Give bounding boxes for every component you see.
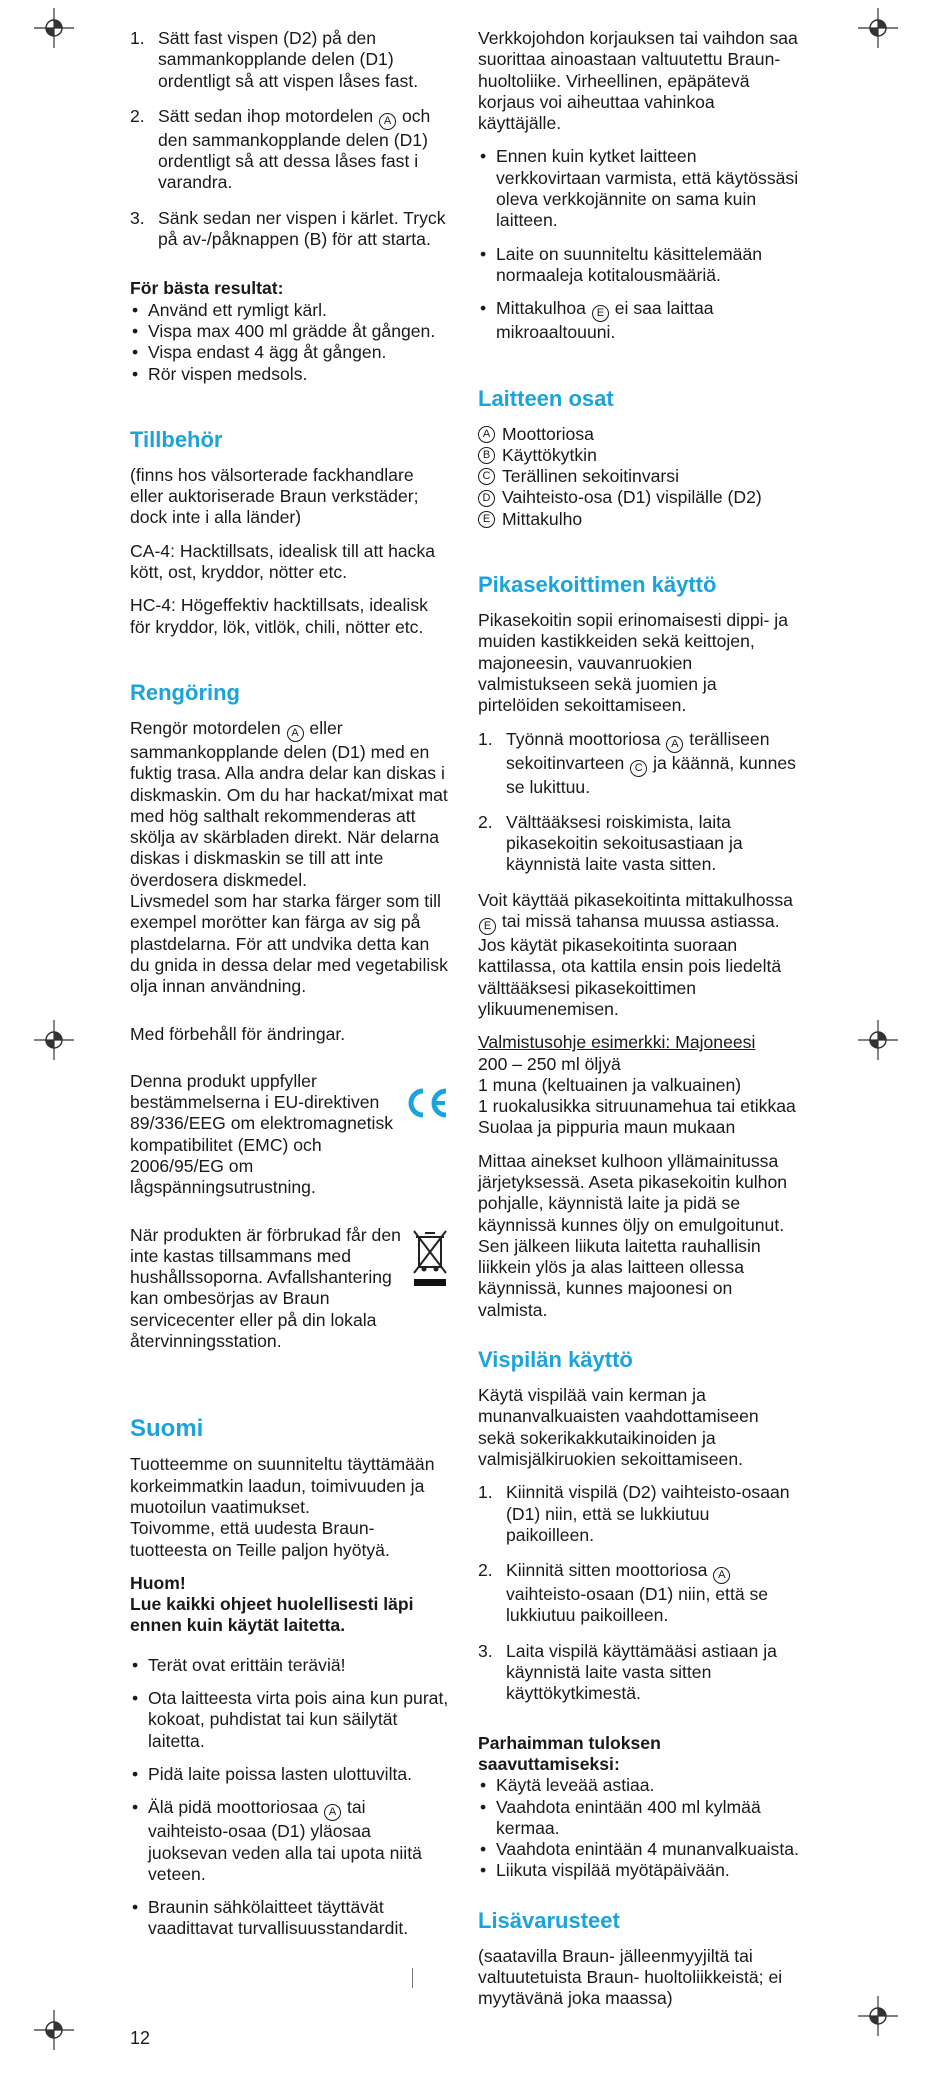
- part-letter-badge: C: [630, 760, 647, 777]
- part-item: A Moottoriosa: [478, 424, 800, 445]
- part-letter-badge: E: [478, 511, 495, 528]
- list-item: • Käytä leveää astiaa.: [478, 1775, 800, 1796]
- ce-mark-icon: [402, 1083, 450, 1123]
- list-item: • Rör vispen medsols.: [130, 364, 450, 385]
- ingredient-line: 1 ruokalusikka sitruunamehua tai etikkaa: [478, 1096, 796, 1117]
- list-item: • Vaahdota enintään 4 munanvalkuaista.: [478, 1839, 800, 1860]
- crop-mark-bottom-right: [858, 1996, 898, 2036]
- parts-list: [478, 424, 800, 530]
- safety-list: [130, 1655, 450, 1940]
- section-heading-cleaning: Rengöring: [130, 679, 240, 705]
- part-item: B Käyttökytkin: [478, 445, 800, 466]
- step-number: 1.: [478, 1482, 493, 1503]
- section-heading-parts: Laitteen osat: [478, 385, 614, 411]
- ingredient-line: Suolaa ja pippuria maun mukaan: [478, 1117, 736, 1138]
- repair-paragraph: Verkkojohdon korjauksen tai vaihdon saa suorittaa ainoastaan valtuutettu Braun-huoltoliike. Virheellinen, epäpätevä korjaus voi aiheuttaa vahinkoa käyttäjälle.: [478, 28, 798, 134]
- step-text: Sätt fast vispen (D2) på den sammankopplande delen (D1) ordentligt så att vispen låses fast.: [158, 28, 419, 91]
- suomi-intro-2: Toivomme, että uudesta Braun-tuotteesta on Teille paljon hyötyä.: [130, 1518, 390, 1560]
- step-text: Sätt sedan ihop motordelen: [158, 105, 379, 126]
- ingredient-line: 200 – 250 ml öljyä: [478, 1053, 621, 1074]
- list-item: • Pidä laite poissa lasten ulottuvilta.: [130, 1764, 450, 1785]
- step-item: 2. Välttääksesi roiskimista, laita pikasekoitin sekoitusastiaan ja käynnistä laite vasta sitten.: [478, 811, 743, 875]
- crop-mark-bottom-left: [34, 2010, 74, 2050]
- assembly-steps: [130, 28, 450, 250]
- accessory-ca4: CA-4: Hacktillsats, idealisk till att hacka kött, ost, kryddor, nötter etc.: [130, 540, 436, 583]
- list-item: • Vispa max 400 ml grädde åt gången.: [130, 321, 450, 342]
- step-number: 1.: [478, 728, 493, 749]
- step-text: Sänk sedan ner vispen i kärlet. Tryck på av-/påknappen (B) för att starta.: [158, 207, 446, 250]
- accessories-intro: (finns hos välsorterade fackhandlare eller auktoriserade Braun verkstäder; dock inte i alla länder): [130, 464, 419, 528]
- part-letter-badge: A: [379, 113, 396, 130]
- part-letter-badge: B: [478, 447, 495, 464]
- trim-tick: [412, 1968, 413, 1988]
- section-heading-accessories: Tillbehör: [130, 426, 223, 452]
- accessories-intro: (saatavilla Braun- jälleenmyyjiltä tai valtuutetuista Braun- huoltoliikkeistä; ei myytävänä joka maassa): [478, 1945, 783, 2009]
- part-item: C Terällinen sekoitinvarsi: [478, 466, 800, 487]
- reservation-note: Med förbehåll för ändringar.: [130, 1023, 346, 1044]
- crop-mark-top-left: [34, 8, 74, 48]
- list-item: • Vispa endast 4 ägg åt gången.: [130, 342, 450, 363]
- step-number: 3.: [478, 1640, 493, 1661]
- ingredient-line: 1 muna (keltuainen ja valkuainen): [478, 1074, 742, 1095]
- part-item: E Mittakulho: [478, 509, 800, 530]
- step-number: 3.: [130, 207, 145, 228]
- crop-mark-mid-right: [858, 1020, 898, 1060]
- part-letter-badge: C: [478, 468, 495, 485]
- notice-subtitle: Lue kaikki ohjeet huolellisesti läpi ennen kuin käytät laitetta.: [130, 1594, 414, 1636]
- recipe-method: Mittaa ainekset kulhoon yllämainitussa järjetyksessä. Aseta pikasekoitin kulhon pohjalle, käynnistä laite ja pidä se käynnissä kunnes öljy on emulgoitunut. Sen jälkeen liikuta laitetta rauhallisin liikkein ylös ja alas laitteen ollessa käynnissä, kunnes majoonesi on valmista.: [478, 1150, 788, 1320]
- part-letter-badge: D: [478, 490, 495, 507]
- section-heading-blender: Pikasekoittimen käyttö: [478, 572, 717, 598]
- step-item: [130, 106, 450, 194]
- right-column: [478, 28, 800, 2022]
- blender-paragraph: Voit käyttää pikasekoitinta mittakulhossa E tai missä tahansa muussa astiassa. Jos käytät pikasekoitinta suoraan kattilassa, ota kattila ensin pois liedeltä välttääksesi pikasekoittimen ylikuumenemisen.: [478, 889, 793, 1019]
- best-results-list: [130, 300, 450, 385]
- recipe-title: Valmistusohje esimerkki: Majoneesi: [478, 1032, 756, 1053]
- blender-intro: Pikasekoitin sopii erinomaisesti dippi- ja muiden kastikkeiden sekä keittojen, majoneesin, vauvanruokien valmistukseen sekä juomien ja pirtelöiden sekoittamiseen.: [478, 610, 788, 716]
- part-letter-badge: A: [713, 1567, 730, 1584]
- list-item: • Laite on suunniteltu käsittelemään normaaleja kotitalousmääriä.: [478, 244, 800, 287]
- step-item: 3. Laita vispilä käyttämääsi astiaan ja käynnistä laite vasta sitten käyttökytkimestä.: [478, 1640, 777, 1704]
- suomi-intro: Tuotteemme on suunniteltu täyttämään korkeimmatkin laadun, toimivuuden ja muotoilun vaatimukset.: [130, 1454, 435, 1517]
- step-number: 2.: [478, 1560, 493, 1581]
- list-item: • Braunin sähkölaitteet täyttävät vaadittavat turvallisuusstandardit.: [130, 1897, 450, 1940]
- page-number: 12: [130, 2028, 151, 2048]
- step-item: [130, 28, 450, 92]
- list-item: • Ota laitteesta virta pois aina kun purat, kokoat, puhdistat tai kun säilytät laitetta.: [130, 1688, 450, 1752]
- whisk-steps: [478, 1482, 800, 1704]
- section-heading-whisk: Vispilän käyttö: [478, 1347, 633, 1373]
- disposal-text: När produkten är förbrukad får den inte kastas tillsammans med hushållssoporna. Avfallshantering kan ombesörjas av Braun servicecenter eller på din lokala återvinningsstation.: [130, 1224, 401, 1352]
- part-letter-badge: A: [324, 1804, 341, 1821]
- list-item: • Liikuta vispilää myötäpäivään.: [478, 1860, 800, 1881]
- ce-block: [130, 1071, 450, 1211]
- list-item: • Mittakulhoa E ei saa laittaa mikroaaltouuni.: [478, 298, 800, 343]
- recipe-ingredients: [478, 1054, 800, 1139]
- part-letter-badge: E: [592, 305, 609, 322]
- best-results-list: [478, 1775, 800, 1881]
- left-column: [130, 28, 450, 1952]
- step-number: 2.: [130, 105, 145, 126]
- best-results-title: För bästa resultat:: [130, 278, 284, 299]
- step-item: 1. Työnnä moottoriosa A terälliseen sekoitinvarteen C ja käännä, kunnes se lukittuu.: [478, 728, 796, 797]
- cleaning-paragraph-2: Livsmedel som har starka färger som till exempel morötter kan färga av sig på plastdelarna. För att undvika detta kan du gnida in dessa delar med vegetabilisk olja innan användning.: [130, 891, 448, 997]
- step-number: 2.: [478, 811, 493, 832]
- list-item: • Terät ovat erittäin teräviä!: [130, 1655, 450, 1676]
- blender-steps: [478, 729, 800, 876]
- notice-title: Huom!: [130, 1572, 186, 1593]
- safety-list-continued: [478, 146, 800, 343]
- step-text: och den sammankopplande delen (D1) ordentligt så att dessa låses fast i varandra.: [158, 105, 431, 193]
- cleaning-paragraph: Rengör motordelen A eller sammankopplande delen (D1) med en fuktig trasa. Alla andra delar kan diskas i diskmaskin. Om du har hackat/mixat mat med hög salthalt rekommenderas att skölja av skärbladen direkt. När delarna diskas i diskmaskin se till att inte överdosera diskmedel.: [130, 717, 448, 890]
- disposal-block: [130, 1225, 450, 1365]
- list-item: • Vaahdota enintään 400 ml kylmää kermaa.: [478, 1797, 800, 1840]
- crossed-out-bin-icon: [410, 1227, 450, 1289]
- section-heading-suomi: Suomi: [130, 1415, 204, 1443]
- best-results-title: Parhaimman tuloksen saavuttamiseksi:: [478, 1732, 661, 1774]
- part-letter-badge: A: [478, 426, 495, 443]
- step-number: 1.: [130, 28, 145, 48]
- ce-text: Denna produkt uppfyller bestämmelserna i EU-direktiven 89/336/EEG om elektromagnetisk kompatibilitet (EMC) och 2006/95/EG om lågspänningsutrustning.: [130, 1070, 394, 1198]
- section-heading-accessories: Lisävarusteet: [478, 1907, 620, 1933]
- list-item: • Använd ett rymligt kärl.: [130, 300, 450, 321]
- list-item: • Ennen kuin kytket laitteen verkkovirtaan varmista, että käytössäsi oleva verkkojännite on sama kuin laitteen.: [478, 146, 800, 231]
- part-item: D Vaihteisto-osa (D1) vispilälle (D2): [478, 487, 800, 508]
- part-letter-badge: E: [479, 918, 496, 935]
- whisk-intro: Käytä vispilää vain kerman ja munanvalkuaisten vaahdottamiseen sekä sokerikakkutaikinoiden ja valmisjälkiruokien sekoittamiseen.: [478, 1385, 759, 1469]
- crop-mark-top-right: [858, 8, 898, 48]
- list-item: • Älä pidä moottoriosaa A tai vaihteisto-osaa (D1) yläosaa juoksevan veden alla tai upota niitä veteen.: [130, 1797, 450, 1885]
- step-item: [130, 208, 450, 251]
- part-letter-badge: A: [666, 736, 683, 753]
- step-item: 1. Kiinnitä vispilä (D2) vaihteisto-osaan (D1) niin, että se lukkiutuu paikoilleen.: [478, 1482, 790, 1545]
- crop-mark-mid-left: [34, 1020, 74, 1060]
- step-item: 2. Kiinnitä sitten moottoriosa A vaihteisto-osaan (D1) niin, että se lukkiutuu paikoilleen.: [478, 1560, 769, 1626]
- accessory-hc4: HC-4: Högeffektiv hacktillsats, idealisk för kryddor, lök, vitlök, chili, nötter etc.: [130, 595, 428, 637]
- part-letter-badge: A: [287, 725, 304, 742]
